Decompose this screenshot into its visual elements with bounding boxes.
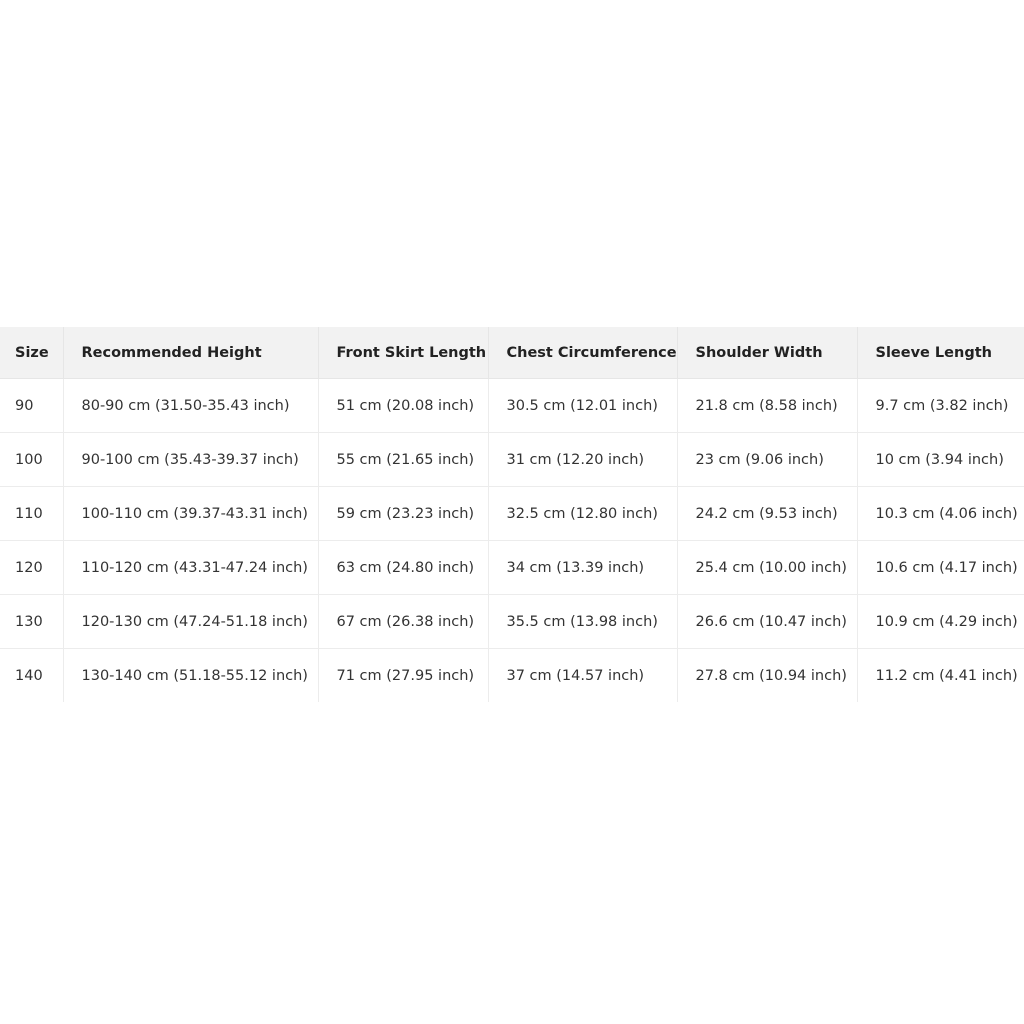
cell-chest-circumference: 35.5 cm (13.98 inch) xyxy=(488,595,677,649)
table-row xyxy=(0,649,1024,703)
cell-chest-circumference: 31 cm (12.20 inch) xyxy=(488,433,677,487)
cell-shoulder-width: 21.8 cm (8.58 inch) xyxy=(677,379,857,433)
header-size: Size xyxy=(0,327,63,379)
header-row xyxy=(0,327,1024,379)
cell-recommended-height: 100-110 cm (39.37-43.31 inch) xyxy=(63,487,318,541)
cell-shoulder-width: 27.8 cm (10.94 inch) xyxy=(677,649,857,703)
cell-front-skirt-length: 71 cm (27.95 inch) xyxy=(318,649,488,703)
cell-front-skirt-length: 59 cm (23.23 inch) xyxy=(318,487,488,541)
cell-front-skirt-length: 63 cm (24.80 inch) xyxy=(318,541,488,595)
table-row xyxy=(0,487,1024,541)
cell-sleeve-length: 9.7 cm (3.82 inch) xyxy=(857,379,1024,433)
cell-chest-circumference: 37 cm (14.57 inch) xyxy=(488,649,677,703)
cell-recommended-height: 90-100 cm (35.43-39.37 inch) xyxy=(63,433,318,487)
cell-size: 140 xyxy=(15,667,43,684)
cell-chest-circumference: 32.5 cm (12.80 inch) xyxy=(488,487,677,541)
cell-sleeve-length: 10.3 cm (4.06 inch) xyxy=(857,487,1024,541)
cell-recommended-height: 130-140 cm (51.18-55.12 inch) xyxy=(63,649,318,703)
cell-shoulder-width: 23 cm (9.06 inch) xyxy=(677,433,857,487)
cell-size: 130 xyxy=(0,595,63,649)
cell-recommended-height: 110-120 cm (43.31-47.24 inch) xyxy=(63,541,318,595)
table-row xyxy=(0,541,1024,595)
cell-shoulder-width: 25.4 cm (10.00 inch) xyxy=(677,541,857,595)
cell-front-skirt-length: 55 cm (21.65 inch) xyxy=(318,433,488,487)
header-shoulder-width: Shoulder Width xyxy=(677,327,857,379)
table-row xyxy=(0,595,1024,649)
header-sleeve-length: Sleeve Length xyxy=(857,327,1024,379)
cell-size: 120 xyxy=(0,541,63,595)
cell-size: 100 xyxy=(0,433,63,487)
cell-shoulder-width: 24.2 cm (9.53 inch) xyxy=(677,487,857,541)
cell-size: 110 xyxy=(0,487,63,541)
cell-front-skirt-length: 51 cm (20.08 inch) xyxy=(318,379,488,433)
cell-front-skirt-length: 67 cm (26.38 inch) xyxy=(318,595,488,649)
table-row xyxy=(0,379,1024,433)
header-chest-circumference: Chest Circumference xyxy=(488,327,677,379)
cell-sleeve-length: 10.9 cm (4.29 inch) xyxy=(857,595,1024,649)
cell-chest-circumference: 30.5 cm (12.01 inch) xyxy=(488,379,677,433)
cell-sleeve-length: 10 cm (3.94 inch) xyxy=(857,433,1024,487)
header-front-skirt-length: Front Skirt Length xyxy=(318,327,488,379)
cell-recommended-height: 80-90 cm (31.50-35.43 inch) xyxy=(63,379,318,433)
cell-recommended-height: 120-130 cm (47.24-51.18 inch) xyxy=(63,595,318,649)
cell-sleeve-length: 10.6 cm (4.17 inch) xyxy=(857,541,1024,595)
cell-shoulder-width: 26.6 cm (10.47 inch) xyxy=(677,595,857,649)
header-recommended-height: Recommended Height xyxy=(63,327,318,379)
cell-sleeve-length: 11.2 cm (4.41 inch) xyxy=(857,649,1024,703)
cell-size: 90 xyxy=(0,379,63,433)
table-row xyxy=(0,433,1024,487)
cell-chest-circumference: 34 cm (13.39 inch) xyxy=(488,541,677,595)
size-chart-table xyxy=(0,327,1024,702)
